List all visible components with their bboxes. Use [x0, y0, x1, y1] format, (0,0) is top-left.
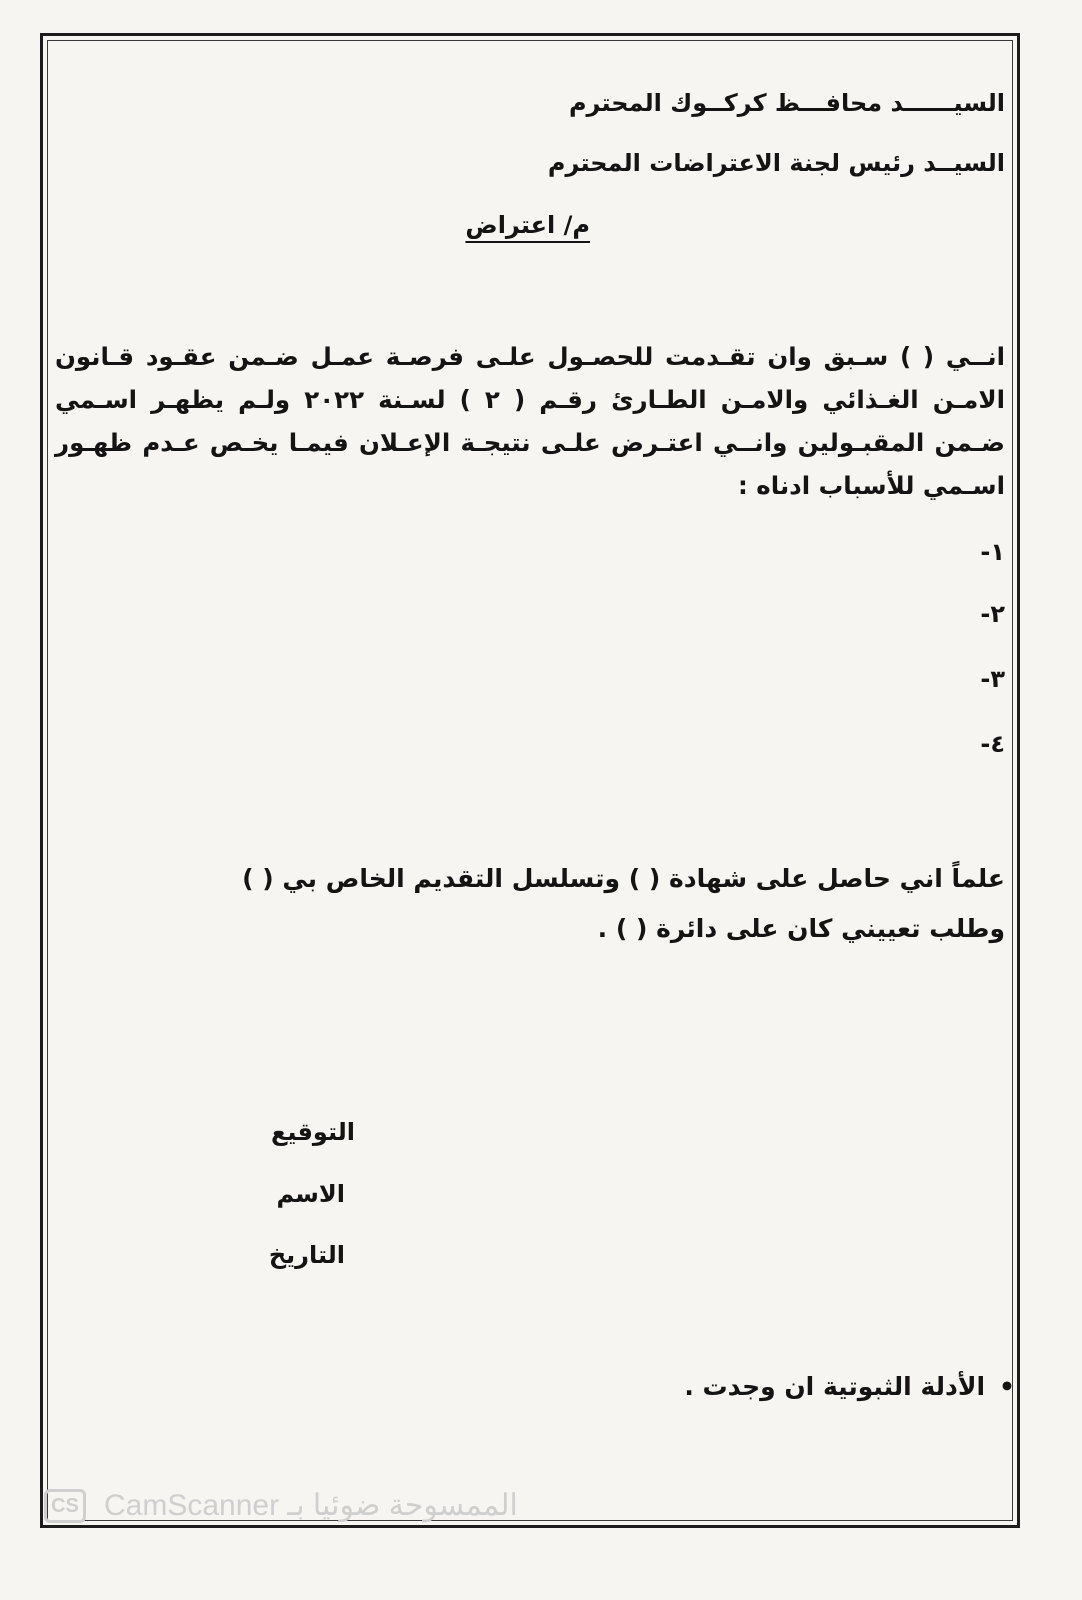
addressee-governor: السيــــــد محافـــظ كركــوك المحترم	[568, 89, 1005, 117]
certificate-line: علماً اني حاصل على شهادة ( ) وتسلسل التقديم الخاص بي ( )	[242, 864, 1005, 893]
reason-4: ٤-	[980, 730, 1005, 758]
signature-label: التوقيع	[271, 1118, 355, 1146]
addressee-committee: السيــد رئيس لجنة الاعتراضات المحترم	[547, 149, 1005, 177]
camscanner-logo-icon: CS	[44, 1489, 86, 1523]
evidence-text: الأدلة الثبوتية ان وجدت .	[684, 1372, 986, 1401]
reason-3: ٣-	[980, 665, 1005, 693]
subject-line: م/ اعتراض	[465, 211, 590, 239]
date-label: التاريخ	[268, 1241, 345, 1269]
camscanner-watermark	[44, 1487, 614, 1527]
reason-2: ٢-	[980, 600, 1005, 628]
name-label: الاسم	[276, 1180, 345, 1208]
bullet-icon: •	[999, 1372, 1015, 1401]
camscanner-text: CamScanner الممسوحة ضوئيا بـ	[104, 1489, 518, 1522]
objection-paragraph: انــي ( ) سـبق وان تقـدمت للحصـول علـى فرصـة عمـل ضـمن عقـود قـانون الامـن الغـذائي والامـن الطـارئ رقـم ( ٢ ) لسـنة ٢٠٢٢ ولـم يظهـر اسـمي ضـمن المقبـولين وانــي اعتـرض علـى نتيجـة الإعـلان فيمـا يخـص عـدم ظهـور اسـمي للأسباب ادناه :	[55, 342, 1005, 500]
reason-1: ١-	[980, 538, 1005, 566]
inner-border	[47, 40, 1013, 1521]
evidence-note	[684, 1370, 1015, 1404]
department-line: وطلب تعييني كان على دائرة ( ) .	[597, 914, 1005, 943]
